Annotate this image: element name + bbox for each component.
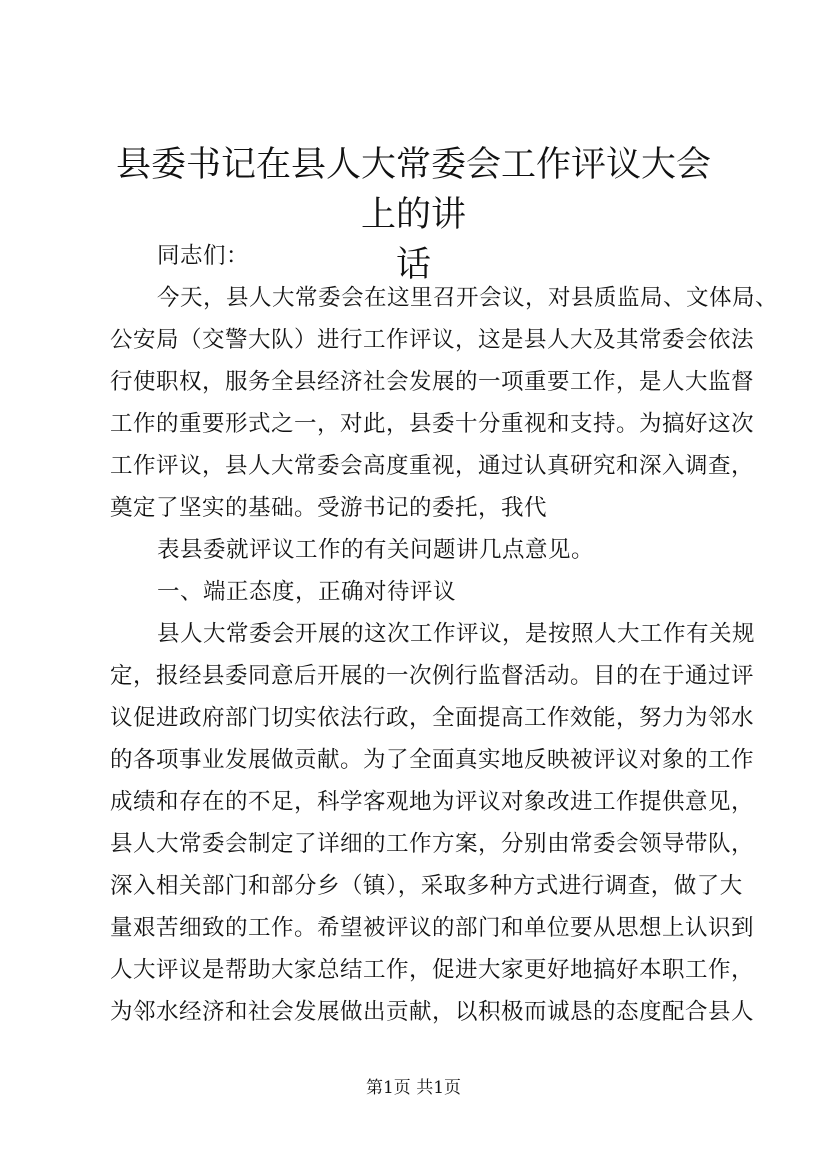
paragraph-line: 县人大常委会开展的这次工作评议，是按照人大工作有关规 [157,621,756,647]
page-number-label: 第1页 共1页 [365,1078,462,1098]
paragraph-line: 表县委就评议工作的有关问题讲几点意见。 [157,537,595,563]
page-footer [0,1078,827,1098]
paragraph-line: 人大评议是帮助大家总结工作，促进大家更好地搞好本职工作， [110,957,755,983]
paragraph-line: 定，报经县委同意后开展的一次例行监督活动。目的在于通过评 [110,663,755,689]
paragraph-line: 的各项事业发展做贡献。为了全面真实地反映被评议对象的工作 [110,747,755,773]
paragraph-line: 为邻水经济和社会发展做出贡献，以积极而诚恳的态度配合县人 [110,999,755,1025]
title-line-1: 县委书记在县人大常委会工作评议大会上的讲 [115,145,711,235]
paragraph-line: 行使职权，服务全县经济社会发展的一项重要工作，是人大监督 [110,369,755,395]
paragraph-line: 成绩和存在的不足，科学客观地为评议对象改进工作提供意见， [110,789,755,815]
paragraph-line: 奠定了坚实的基础。受游书记的委托，我代 [110,495,548,521]
paragraph-line: 公安局（交警大队）进行工作评议，这是县人大及其常委会依法 [110,327,755,353]
section-heading: 一、端正态度，正确对待评议 [157,579,457,605]
title-line-2: 话 [395,245,431,285]
paragraph-line: 今天，县人大常委会在这里召开会议，对县质监局、文体局、 [157,285,779,311]
paragraph-line: 工作评议，县人大常委会高度重视，通过认真研究和深入调查， [110,453,755,479]
salutation: 同志们： [157,243,250,269]
document-body [110,235,779,1033]
paragraph-line: 工作的重要形式之一，对此，县委十分重视和支持。为搞好这次 [110,411,755,437]
paragraph-line: 议促进政府部门切实依法行政，全面提高工作效能，努力为邻水 [110,705,755,731]
paragraph-line: 县人大常委会制定了详细的工作方案，分别由常委会领导带队， [110,831,755,857]
paragraph-line: 量艰苦细致的工作。希望被评议的部门和单位要从思想上认识到 [110,915,755,941]
paragraph-line: 深入相关部门和部分乡（镇），采取多种方式进行调查，做了大 [110,873,743,899]
